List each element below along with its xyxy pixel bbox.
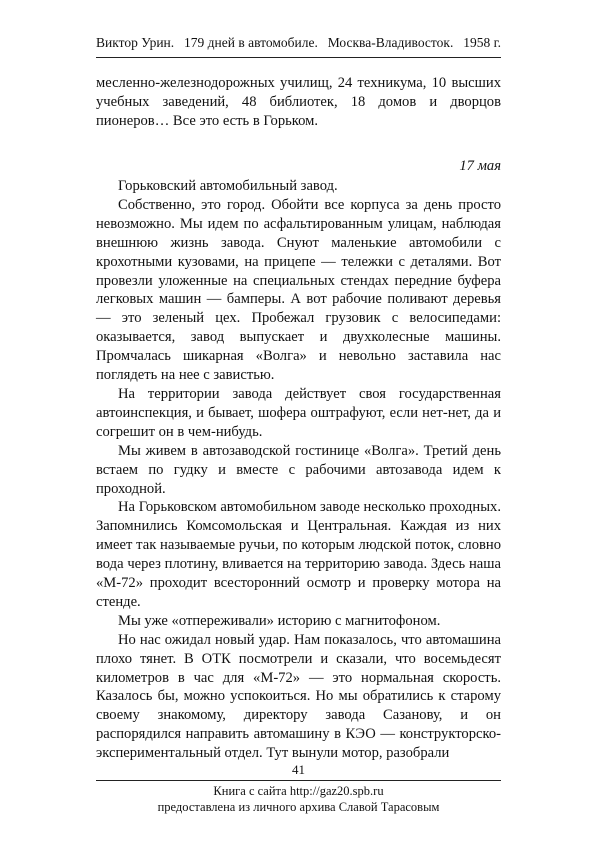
diary-date: 17 мая bbox=[459, 158, 501, 174]
intro-text-block bbox=[96, 74, 501, 131]
header-year: 1958 г. bbox=[463, 35, 501, 50]
paragraph-7: Но нас ожидал новый удар. Нам показалось, что автомашина плохо тянет. В ОТК посмотрели и сказали, что восемьдесят километров в час для «М-72» — это нормальная скорость. Казалось бы, можно успокоиться. Но мы обратились к старому своему знакомому, директору завода Сазанову, и он распорядился направить автомашину в КЭО — конструкторско-экспериментальный отдел. Тут вынули мотор, разобрали bbox=[96, 631, 501, 762]
main-text-block bbox=[96, 177, 501, 763]
page-number: 41 bbox=[292, 762, 305, 777]
header-author: Виктор Урин. bbox=[96, 35, 175, 50]
paragraph-1: Горьковский автомобильный завод. bbox=[118, 178, 338, 194]
paragraph-4: Мы живем в автозаводской гостинице «Волга». Третий день встаем по гудку и вместе с рабочими автозавода идем к проходной. bbox=[96, 442, 501, 497]
header-route: Москва-Владивосток. bbox=[327, 35, 454, 50]
intro-paragraph: месленно-железнодорожных училищ, 24 техникума, 10 высших учебных заведений, 48 библиотек, 18 домов и дворцов пионеров… Все это есть в Горьком. bbox=[96, 75, 501, 129]
header-divider bbox=[96, 57, 501, 58]
header-book-title: 179 дней в автомобиле. bbox=[184, 35, 318, 50]
footer-source: Книга с сайта http://gaz20.spb.ru bbox=[213, 784, 384, 798]
paragraph-3: На территории завода действует своя государственная автоинспекция, и бывает, шофера оштрафуют, если нет-нет, да и согрешит он в чем-нибудь. bbox=[96, 385, 501, 440]
footer-divider bbox=[96, 780, 501, 781]
running-header bbox=[96, 34, 501, 52]
paragraph-2: Собственно, это город. Обойти все корпуса за день просто невозможно. Мы идем по асфальтированным улицам, наблюдая внешнюю жизнь завода. Снуют маленькие автомобили с крохотными кузовами, на прицепе — тележки с деталями. Вот провезли уложенные на специальных стендах передние буфера легковых машин — бамперы. А вот рабочие поливают деревья — это зеленый цех. Пробежал грузовик с велосипедами: оказывается, завод выпускает и двухколесные машины. Промчалась шикарная «Волга» и невольно заставила нас поглядеть на нее с завистью. bbox=[96, 196, 501, 384]
footer-credit: предоставлена из личного архива Славой Тарасовым bbox=[157, 800, 440, 814]
paragraph-6: Мы уже «отпереживали» историю с магнитофоном. bbox=[118, 612, 441, 629]
paragraph-5: На Горьковском автомобильном заводе несколько проходных. Запомнились Комсомольская и Центральная. Каждая из них имеет так называемые ручьи, по которым людской поток, словно вода через плотину, вливается на территорию завода. Здесь наша «М-72» проходит всесторонний осмотр и проверку мотора на стенде. bbox=[96, 499, 501, 610]
